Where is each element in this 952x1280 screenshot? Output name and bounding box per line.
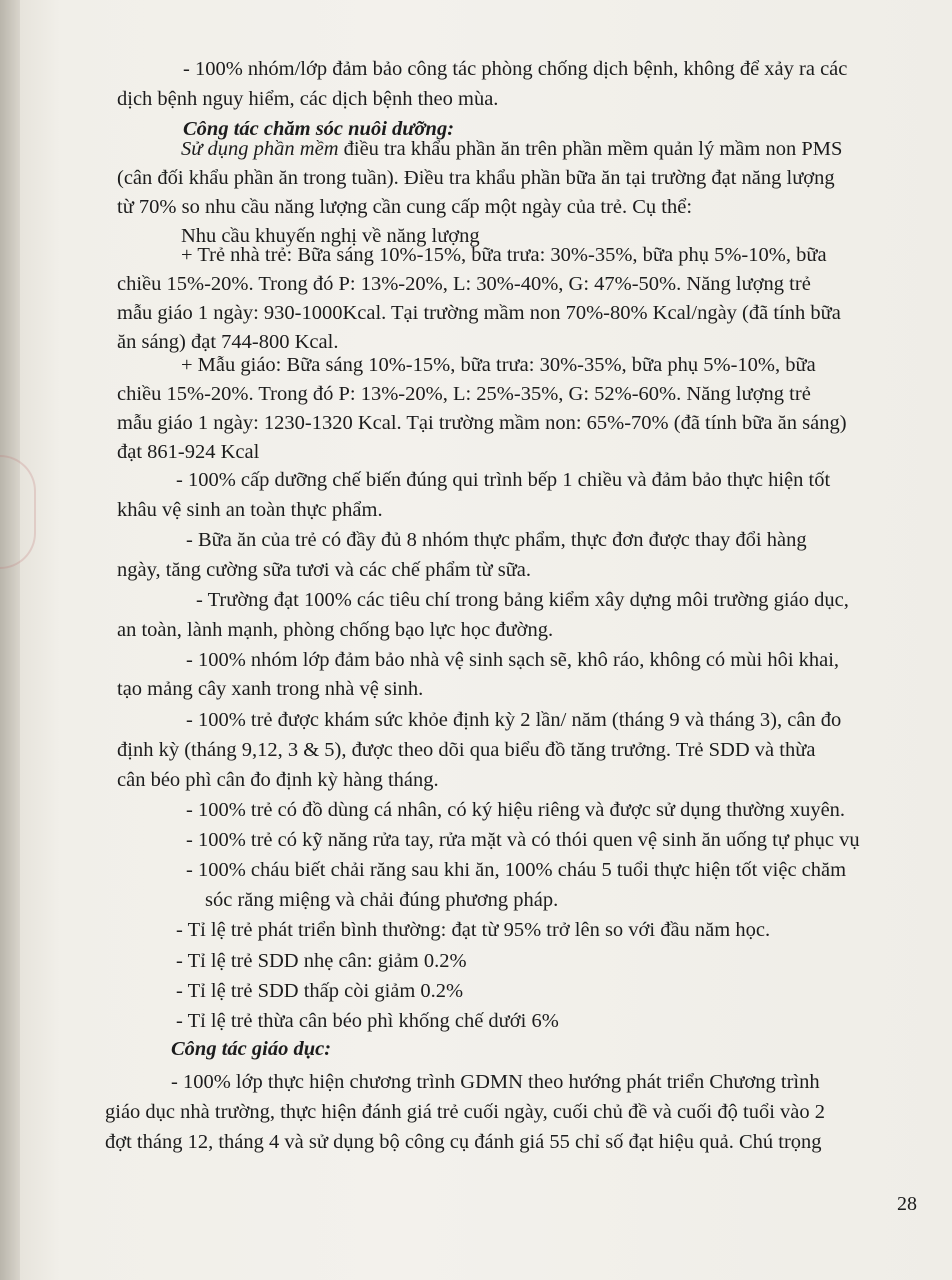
text-line: - Tỉ lệ trẻ thừa cân béo phì khống chế dưới 6% [176,1010,559,1032]
text-line: + Mẫu giáo: Bữa sáng 10%-15%, bữa trưa: 30%-35%, bữa phụ 5%-10%, bữa [181,354,816,376]
text-line: định kỳ (tháng 9,12, 3 & 5), được theo dõi qua biểu đồ tăng trưởng. Trẻ SDD và thừa [117,739,816,761]
faded-stamp [0,455,36,569]
text-line: giáo dục nhà trường, thực hiện đánh giá trẻ cuối ngày, cuối chủ đề và cuối độ tuổi vào 2 [105,1101,825,1123]
text-line: - 100% cháu biết chải răng sau khi ăn, 100% cháu 5 tuổi thực hiện tốt việc chăm [186,859,847,881]
text-line: ăn sáng) đạt 744-800 Kcal. [117,331,339,353]
text-line: - 100% cấp dưỡng chế biến đúng qui trình bếp 1 chiều và đảm bảo thực hiện tốt [176,469,831,491]
text-line: mẫu giáo 1 ngày: 930-1000Kcal. Tại trường mầm non 70%-80% Kcal/ngày (đã tính bữa [117,302,841,324]
text-line: từ 70% so nhu cầu năng lượng cần cung cấp một ngày của trẻ. Cụ thể: [117,196,693,218]
text-line: chiều 15%-20%. Trong đó P: 13%-20%, L: 30%-40%, G: 47%-50%. Năng lượng trẻ [117,273,811,295]
text-line: chiều 15%-20%. Trong đó P: 13%-20%, L: 25%-35%, G: 52%-60%. Năng lượng trẻ [117,383,811,405]
text-line: - Tỉ lệ trẻ SDD thấp còi giảm 0.2% [176,980,464,1002]
text-line [181,139,842,160]
text-line: an toàn, lành mạnh, phòng chống bạo lực học đường. [117,619,554,641]
text-line: đạt 861-924 Kcal [117,441,260,463]
text-line: - 100% nhóm/lớp đảm bảo công tác phòng chống dịch bệnh, không để xảy ra các [183,58,848,80]
text-line: khâu vệ sinh an toàn thực phẩm. [117,499,383,521]
text-line: - 100% trẻ được khám sức khỏe định kỳ 2 lần/ năm (tháng 9 và tháng 3), cân đo [186,709,842,731]
page-edge [0,0,20,1280]
text-line: tạo mảng cây xanh trong nhà vệ sinh. [117,678,424,700]
text-line: - Bữa ăn của trẻ có đầy đủ 8 nhóm thực phẩm, thực đơn được thay đổi hàng [186,529,807,551]
page-number: 28 [897,1193,917,1215]
text-line: sóc răng miệng và chải đúng phương pháp. [205,889,559,911]
text-line: (cân đối khẩu phần ăn trong tuần). Điều tra khẩu phần bữa ăn tại trường đạt năng lượng [117,167,835,189]
text-line: ngày, tăng cường sữa tươi và các chế phẩm từ sữa. [117,559,532,581]
section-heading: Công tác chăm sóc nuôi dưỡng: [183,118,455,140]
text-line: - Tỉ lệ trẻ SDD nhẹ cân: giảm 0.2% [176,950,467,972]
text-line: - 100% nhóm lớp đảm bảo nhà vệ sinh sạch sẽ, khô ráo, không có mùi hôi khai, [186,649,840,671]
text-line: cân béo phì cân đo định kỳ hàng tháng. [117,769,439,791]
text-line: - Tỉ lệ trẻ phát triển bình thường: đạt từ 95% trở lên so với đầu năm học. [176,919,771,941]
text-line: mẫu giáo 1 ngày: 1230-1320 Kcal. Tại trường mầm non: 65%-70% (đã tính bữa ăn sáng) [117,412,847,434]
text-run: điều tra khẩu phần ăn trên phần mềm quản lý mầm non PMS [338,138,843,160]
text-line: - 100% trẻ có kỹ năng rửa tay, rửa mặt và có thói quen vệ sinh ăn uống tự phục vụ [186,829,860,851]
text-line: - Trường đạt 100% các tiêu chí trong bảng kiểm xây dựng môi trường giáo dục, [196,589,849,611]
text-line: đợt tháng 12, tháng 4 và sử dụng bộ công cụ đánh giá 55 chỉ số đạt hiệu quả. Chú trọng [105,1131,822,1153]
text-line: Nhu cầu khuyến nghị về năng lượng [181,225,480,247]
section-heading: Công tác giáo dục: [171,1038,332,1060]
text-line: - 100% lớp thực hiện chương trình GDMN theo hướng phát triển Chương trình [171,1071,820,1093]
text-line: + Trẻ nhà trẻ: Bữa sáng 10%-15%, bữa trưa: 30%-35%, bữa phụ 5%-10%, bữa [181,244,827,266]
italic-phrase: Sử dụng phần mềm [181,138,339,160]
text-line: dịch bệnh nguy hiểm, các dịch bệnh theo mùa. [117,88,499,110]
text-line: - 100% trẻ có đồ dùng cá nhân, có ký hiệu riêng và được sử dụng thường xuyên. [186,799,846,821]
